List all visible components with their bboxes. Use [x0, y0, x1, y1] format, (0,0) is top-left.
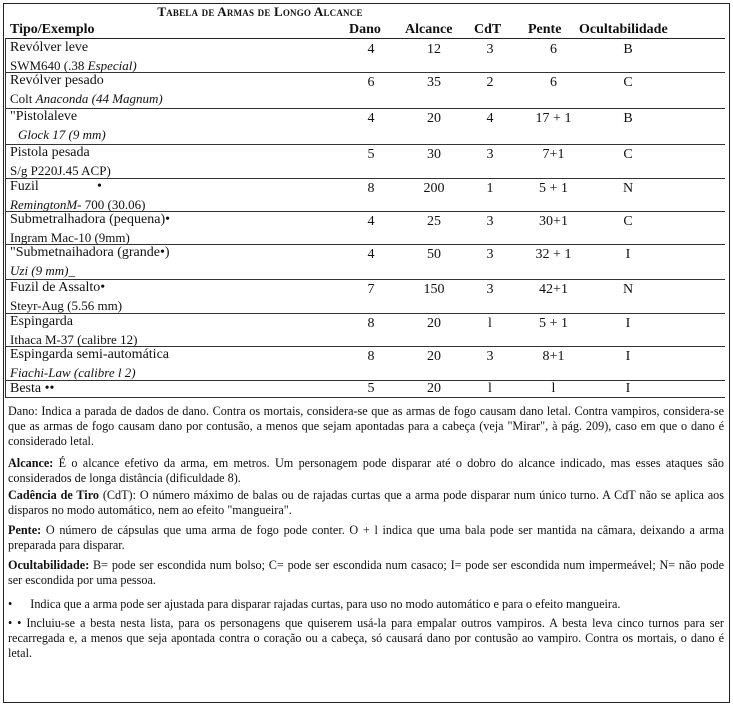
cell-alcance: 12	[427, 42, 441, 57]
cell-pente: 8+1	[542, 349, 565, 364]
cell-alcance: 30	[427, 147, 441, 162]
note-cadencia-label: Cadência de Tiro	[8, 488, 99, 502]
cell-ocult: B	[623, 42, 633, 57]
cell-alcance: 20	[427, 349, 441, 364]
cell-cdt: l	[488, 381, 492, 396]
example-italic: Uzi (9 mm)	[10, 263, 69, 278]
cell-pente: 7+1	[542, 147, 565, 162]
table-row	[5, 346, 725, 381]
header-dano: Dano	[349, 22, 381, 37]
cell-pente: 5 + 1	[539, 316, 568, 331]
table-row	[5, 380, 725, 398]
note-dano: Dano: Indica a parada de dados de dano. Contra os mortais, considera-se que as armas de fogo causam dano letal. Contra vampiros, considera-se que as armas de fogo causam dano por contusão, a menos que sejam apontadas para a cabeça (veja "Mirar", à pág. 209), caso em que o dano é considerado letal.	[8, 404, 724, 448]
table-row	[5, 72, 725, 109]
cell-ocult: I	[625, 349, 631, 364]
note-alcance-label: Alcance:	[8, 456, 54, 470]
cell-cdt: 3	[486, 349, 494, 364]
cell-cdt: 3	[486, 147, 494, 162]
example-italic: Anaconda (44 Magnum)	[35, 91, 163, 106]
example-italic: Fiachi-Law (calibre l 2)	[10, 365, 136, 380]
cell-dano: 6	[367, 75, 375, 90]
example-plain: Steyr-Aug (5.56 mm)	[10, 298, 123, 313]
table-row	[5, 211, 725, 245]
note-alcance-text: É o alcance efetivo da arma, em metros. Um personagem pode disparar até o dobro do alcance indicado, mas esses ataques são considerados de longa distância (dificuldade 8).	[8, 456, 724, 485]
note-alcance	[8, 456, 724, 486]
weapon-name: "Pistolaleve	[10, 109, 78, 124]
cell-pente: 6	[550, 42, 557, 57]
cell-pente: 6	[550, 75, 557, 90]
cell-cdt: 3	[486, 214, 494, 229]
note-bullet-1	[8, 597, 724, 612]
table-row	[5, 144, 725, 179]
table-row	[5, 279, 725, 314]
cell-cdt: 3	[486, 247, 494, 262]
cell-ocult: B	[623, 111, 633, 126]
weapon-name: Submetralhadora (pequena)•	[10, 212, 171, 227]
weapon-name: Fuzil	[10, 179, 39, 194]
cell-alcance: 150	[423, 282, 445, 297]
weapon-name: Revólver leve	[10, 40, 89, 55]
weapon-example	[10, 91, 163, 107]
example-plain: S/g P220J.45 ACP)	[10, 163, 111, 178]
note-bullet-2-text: Incluiu-se a besta nesta lista, para os personagens que quiserem usá-la para empalar outros vampiros. A besta leva cinco turnos para ser recarregada e, a menos que seja apontada contra o coração ou a cabeça, só causará dano por contusão ao vampiro. Contra os mortais, o dano é letal.	[8, 616, 724, 660]
weapon-name: Fuzil de Assalto•	[10, 280, 106, 295]
cell-pente: 32 + 1	[535, 247, 572, 262]
weapon-name: Revólver pesado	[10, 73, 104, 88]
cell-pente: 30+1	[539, 214, 568, 229]
cell-dano: 8	[367, 349, 375, 364]
note-ocult-text: B= pode ser escondida num bolso; C= pode ser escondida num casaco; I= pode ser escondida num impermeável; N= não pode ser escondida por uma pessoa.	[8, 558, 724, 587]
note-cadencia-text: (CdT): O número máximo de balas ou de rajadas curtas que a arma pode disparar num único turno. A CdT não se aplica aos disparos no modo automático, nem ao efeito "mangueira".	[8, 488, 724, 517]
cell-dano: 8	[367, 316, 375, 331]
cell-dano: 4	[367, 247, 375, 262]
example-plain: Ingram Mac-10 (9mm)	[10, 230, 130, 245]
header-alcance: Alcance	[405, 22, 453, 37]
cell-ocult: N	[622, 181, 634, 196]
table-left-rule	[5, 38, 6, 397]
cell-cdt: 1	[486, 181, 494, 196]
cell-alcance: 50	[427, 247, 441, 262]
cell-alcance: 20	[427, 111, 441, 126]
example-tail: _	[68, 263, 75, 278]
table-title: Tabela de Armas de Longo Alcance	[157, 4, 363, 19]
cell-dano: 4	[367, 42, 375, 57]
cell-alcance: 35	[427, 75, 441, 90]
example-italic: Especial)	[87, 58, 137, 73]
note-cadencia	[8, 488, 724, 518]
cell-ocult: N	[622, 282, 634, 297]
cell-dano: 4	[367, 214, 375, 229]
weapon-example	[10, 298, 122, 314]
table-row	[5, 178, 725, 212]
weapon-name: "Submetnaihadora (grande•)	[10, 245, 170, 260]
cell-ocult: C	[623, 147, 633, 162]
table-row	[5, 244, 725, 280]
table-row	[5, 108, 725, 145]
cell-dano: 8	[367, 181, 375, 196]
cell-cdt: 3	[486, 282, 494, 297]
burst-mark: •	[97, 179, 102, 194]
weapon-example	[10, 365, 136, 381]
cell-dano: 5	[367, 381, 375, 396]
cell-pente: 17 + 1	[535, 111, 572, 126]
cell-dano: 5	[367, 147, 375, 162]
cell-cdt: 4	[486, 111, 494, 126]
cell-alcance: 20	[427, 381, 441, 396]
cell-dano: 7	[367, 282, 375, 297]
example-plain: Colt	[10, 91, 36, 106]
note-bullet-2	[8, 616, 724, 661]
example-plain: SWM640 (.38	[10, 58, 88, 73]
header-ocultabilidade: Ocultabilidade	[579, 22, 668, 37]
bullet-mark-2: • •	[8, 616, 22, 630]
weapon-example	[10, 263, 75, 279]
cell-ocult: I	[625, 381, 631, 396]
note-ocultabilidade	[8, 558, 724, 588]
cell-cdt: 3	[486, 42, 494, 57]
header-cdt: CdT	[474, 22, 502, 37]
weapon-example	[10, 163, 111, 179]
example-plain: Ithaca M-37 (calibre 12)	[10, 332, 138, 347]
weapon-name: Espingarda	[10, 314, 73, 329]
example-italic: Glock 17 (9 mm)	[18, 127, 106, 142]
cell-alcance: 20	[427, 316, 441, 331]
cell-alcance: 25	[427, 214, 441, 229]
cell-pente: l	[551, 381, 556, 396]
weapon-name: Espingarda semi-automática	[10, 347, 169, 362]
example-italic: RemingtonM-	[10, 197, 82, 212]
cell-ocult: I	[625, 247, 631, 262]
cell-pente: 42+1	[539, 282, 568, 297]
table-row	[5, 39, 725, 73]
cell-pente: 5 + 1	[539, 181, 568, 196]
header-tipo: Tipo/Exemplo	[10, 22, 95, 37]
weapon-example	[10, 127, 106, 143]
note-bullet-1-text: Indica que a arma pode ser ajustada para disparar rajadas curtas, para uso no modo automático e para o efeito mangueira.	[30, 597, 621, 611]
table-row	[5, 313, 725, 347]
cell-ocult: I	[625, 316, 631, 331]
cell-cdt: 2	[486, 75, 494, 90]
header-pente: Pente	[528, 22, 562, 37]
note-pente-text: O número de cápsulas que uma arma de fogo pode conter. O + l indica que uma bala pode ser mantida na câmara, deixando a arma preparada para disparar.	[8, 523, 724, 552]
example-tail: 700 (30.06)	[81, 197, 146, 212]
note-ocult-label: Ocultabilidade:	[8, 558, 90, 572]
note-pente	[8, 523, 724, 553]
weapon-name: Besta ••	[10, 381, 55, 396]
note-pente-label: Pente:	[8, 523, 42, 537]
bullet-mark-1: •	[8, 597, 13, 611]
cell-ocult: C	[623, 214, 633, 229]
cell-dano: 4	[367, 111, 375, 126]
weapon-name: Pistola pesada	[10, 145, 90, 160]
cell-cdt: l	[488, 316, 492, 331]
cell-ocult: C	[623, 75, 633, 90]
cell-alcance: 200	[423, 181, 445, 196]
